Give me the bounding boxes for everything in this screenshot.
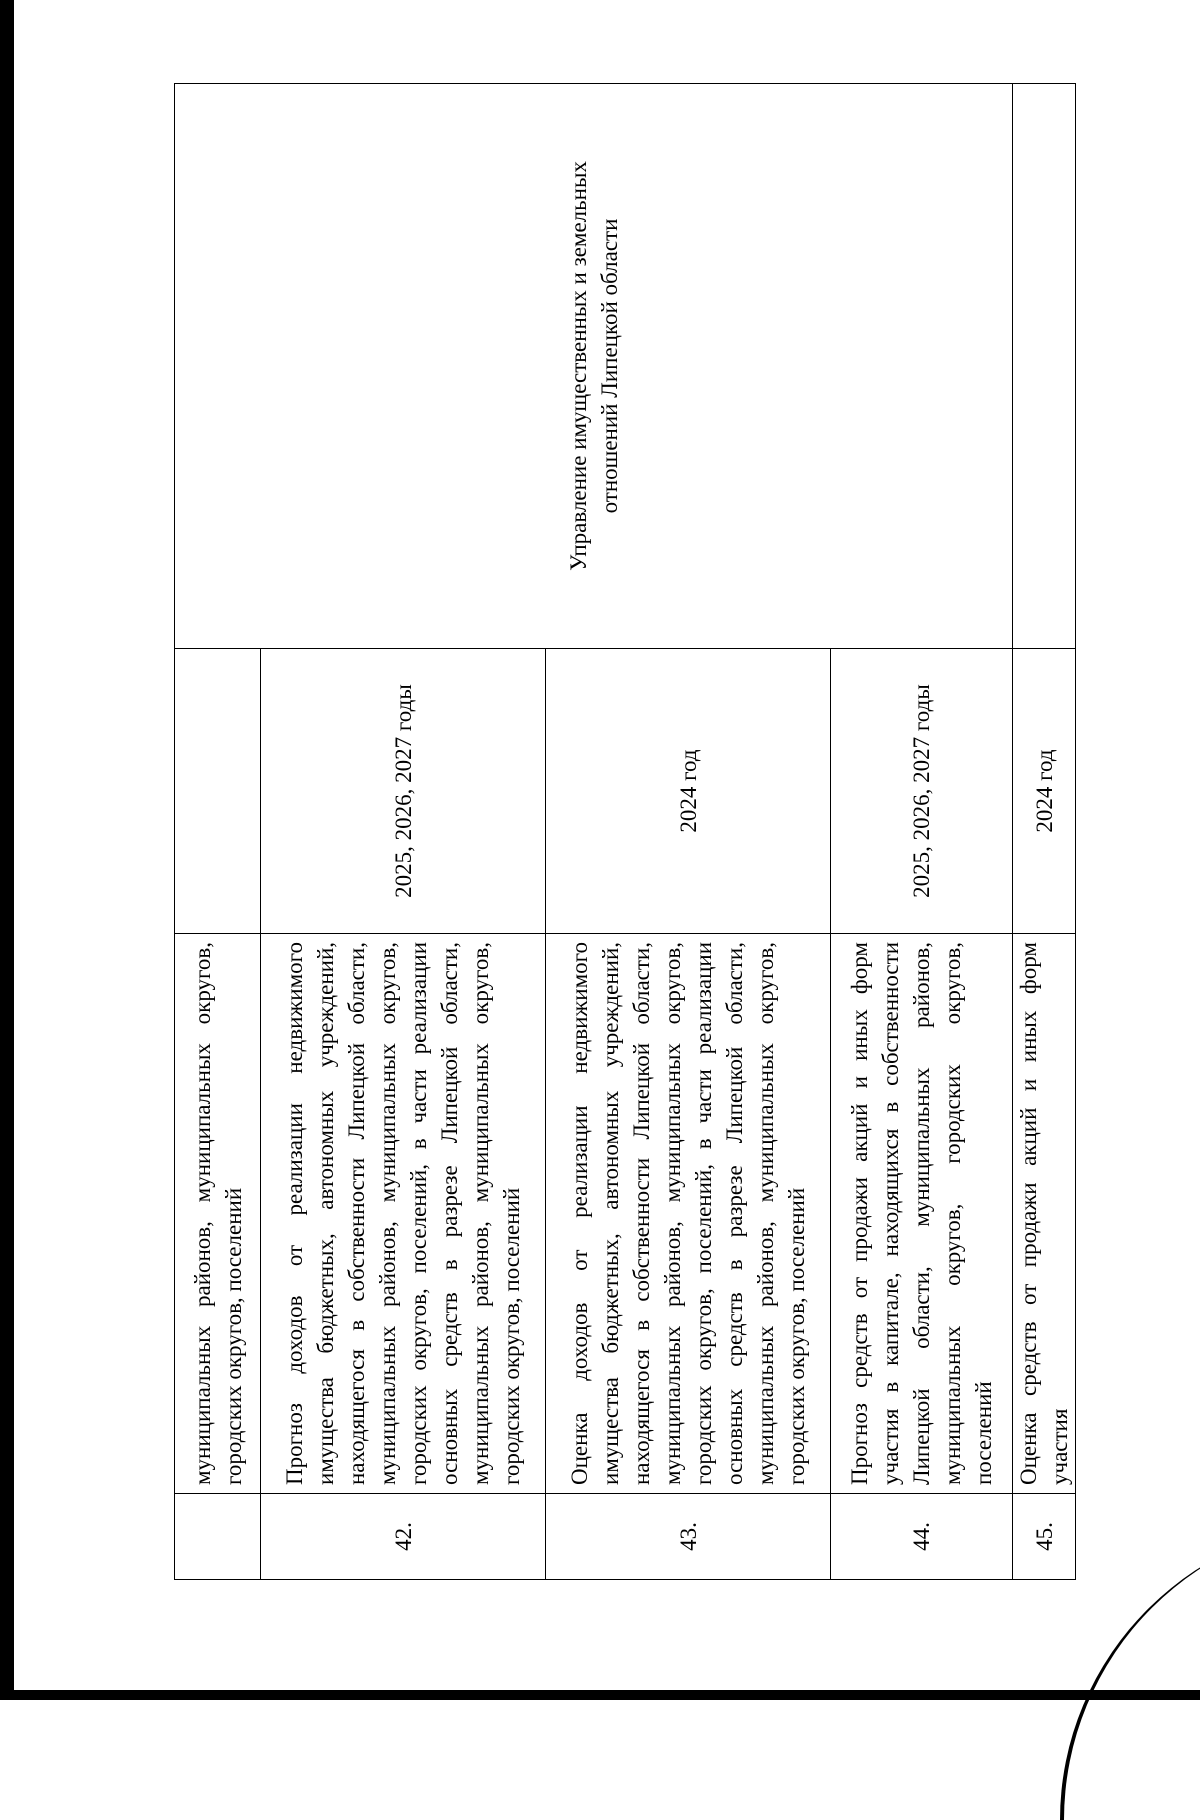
row-period: 2024 год	[1013, 649, 1076, 934]
organization-name: Управление имущественных и земельных отношений Липецкой области	[565, 161, 622, 571]
row-number: 42.	[261, 1494, 546, 1580]
table-row	[1013, 84, 1076, 1580]
row-number: 44.	[831, 1494, 1013, 1580]
row-period: 2025, 2026, 2027 годы	[831, 649, 1013, 934]
scan-curve	[1060, 1520, 1200, 1820]
row-text: Оценка средств от продажи акций и иных форм участия	[1013, 934, 1076, 1494]
organization-cell	[175, 84, 1013, 649]
row-number: 43.	[546, 1494, 831, 1580]
rotated-table-wrapper	[174, 84, 1072, 1580]
scan-edge-left	[0, 0, 14, 1700]
document-page	[174, 84, 1072, 1580]
row-text: муниципальных районов, муниципальных округов, городских округов, поселений	[175, 934, 261, 1494]
row-text: Оценка доходов от реализации недвижимого имущества бюджетных, автономных учреждений, находящегося в собственности Липецкой области, муниципальных районов, муниципальных округов, городских округов, поселений, в части реализации основных средств в разрезе Липецкой области, муниципальных районов, муниципальных округов, городских округов, поселений	[546, 934, 831, 1494]
document-table	[174, 83, 1076, 1580]
row-period: 2024 год	[546, 649, 831, 934]
row-period: 2025, 2026, 2027 годы	[261, 649, 546, 934]
scan-edge-bottom	[0, 1690, 1200, 1700]
row-number: 45.	[1013, 1494, 1076, 1580]
row-text: Прогноз доходов от реализации недвижимого имущества бюджетных, автономных учреждений, находящегося в собственности Липецкой области, муниципальных районов, муниципальных округов, городских округов, поселений, в части реализации основных средств в разрезе Липецкой области, муниципальных районов, муниципальных округов, городских округов, поселений	[261, 934, 546, 1494]
table-row-continuation	[175, 84, 261, 1580]
row-period-empty	[175, 649, 261, 934]
organization-tail-cell	[1013, 84, 1076, 649]
row-text: Прогноз средств от продажи акций и иных форм участия в капитале, находящихся в собственности Липецкой области, муниципальных районов, муниципальных округов, городских округов, поселений	[831, 934, 1013, 1494]
row-number-empty	[175, 1494, 261, 1580]
